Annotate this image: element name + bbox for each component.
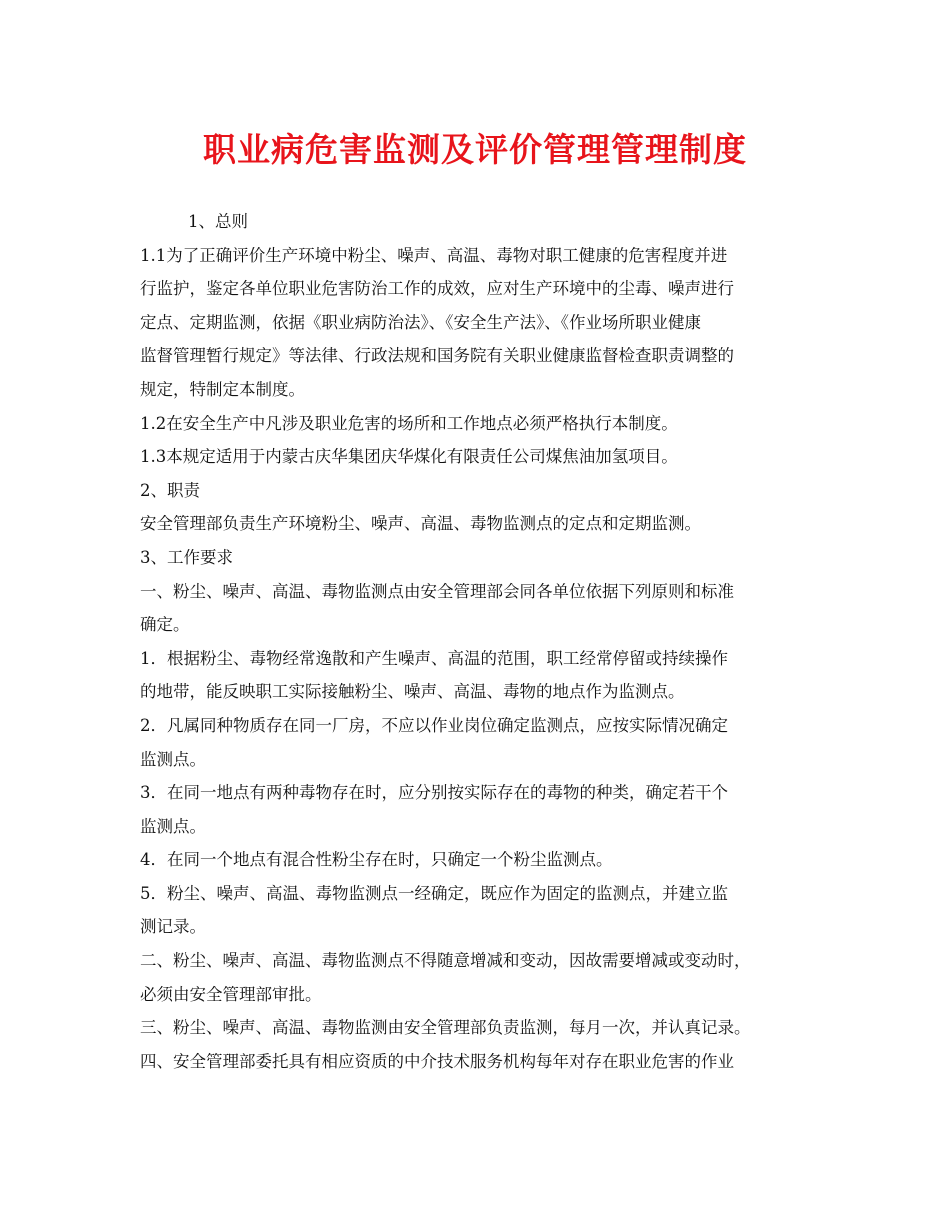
paragraph-line: 行监护，鉴定各单位职业危害防治工作的成效，应对生产环境中的尘毒、噪声进行 — [140, 279, 734, 299]
section-heading-duties: 2、职责 — [140, 480, 200, 500]
paragraph-line: 一、粉尘、噪声、高温、毒物监测点由安全管理部会同各单位依据下列原则和标准 — [140, 581, 734, 601]
paragraph-line: 的地带，能反映职工实际接触粉尘、噪声、高温、毒物的地点作为监测点。 — [140, 682, 685, 702]
paragraph-line: 1.1为了正确评价生产环境中粉尘、噪声、高温、毒物对职工健康的危害程度并进 — [140, 245, 728, 265]
paragraph-line: 必须由安全管理部审批。 — [140, 984, 322, 1004]
paragraph-line: 定点、定期监测，依据《职业病防治法》、《安全生产法》、《作业场所职业健康 — [140, 312, 701, 332]
paragraph-line: 1.2在安全生产中凡涉及职业危害的场所和工作地点必须严格执行本制度。 — [140, 413, 678, 433]
paragraph-line: 监测点。 — [140, 749, 206, 769]
paragraph-line: 2．凡属同种物质存在同一厂房，不应以作业岗位确定监测点，应按实际情况确定 — [140, 715, 728, 735]
paragraph-line: 确定。 — [140, 615, 190, 635]
paragraph-line: 1．根据粉尘、毒物经常逸散和产生噪声、高温的范围，职工经常停留或持续操作 — [140, 648, 728, 668]
section-heading-requirements: 3、工作要求 — [140, 547, 233, 567]
paragraph-line: 4．在同一个地点有混合性粉尘存在时，只确定一个粉尘监测点。 — [140, 850, 613, 870]
paragraph-line: 测记录。 — [140, 917, 206, 937]
document-title: 职业病危害监测及评价管理管理制度 — [203, 130, 747, 169]
paragraph-line: 四、安全管理部委托具有相应资质的中介技术服务机构每年对存在职业危害的作业 — [140, 1051, 734, 1071]
paragraph-line: 监测点。 — [140, 816, 206, 836]
paragraph-line: 5．粉尘、噪声、高温、毒物监测点一经确定，既应作为固定的监测点，并建立监 — [140, 883, 728, 903]
paragraph-line: 3．在同一地点有两种毒物存在时，应分别按实际存在的毒物的种类，确定若干个 — [140, 783, 728, 803]
paragraph-line: 二、粉尘、噪声、高温、毒物监测点不得随意增减和变动，因故需要增减或变动时， — [140, 951, 751, 971]
paragraph-line: 监督管理暂行规定》等法律、行政法规和国务院有关职业健康监督检查职责调整的 — [140, 346, 734, 366]
section-heading-general: 1、总则 — [188, 212, 248, 231]
paragraph-line: 1.3本规定适用于内蒙古庆华集团庆华煤化有限责任公司煤焦油加氢项目。 — [140, 447, 678, 467]
document-body — [140, 205, 830, 1078]
paragraph-line: 三、粉尘、噪声、高温、毒物监测由安全管理部负责监测，每月一次，并认真记录。 — [140, 1018, 751, 1038]
paragraph-line: 安全管理部负责生产环境粉尘、噪声、高温、毒物监测点的定点和定期监测。 — [140, 514, 701, 534]
paragraph-line: 规定，特制定本制度。 — [140, 379, 305, 399]
